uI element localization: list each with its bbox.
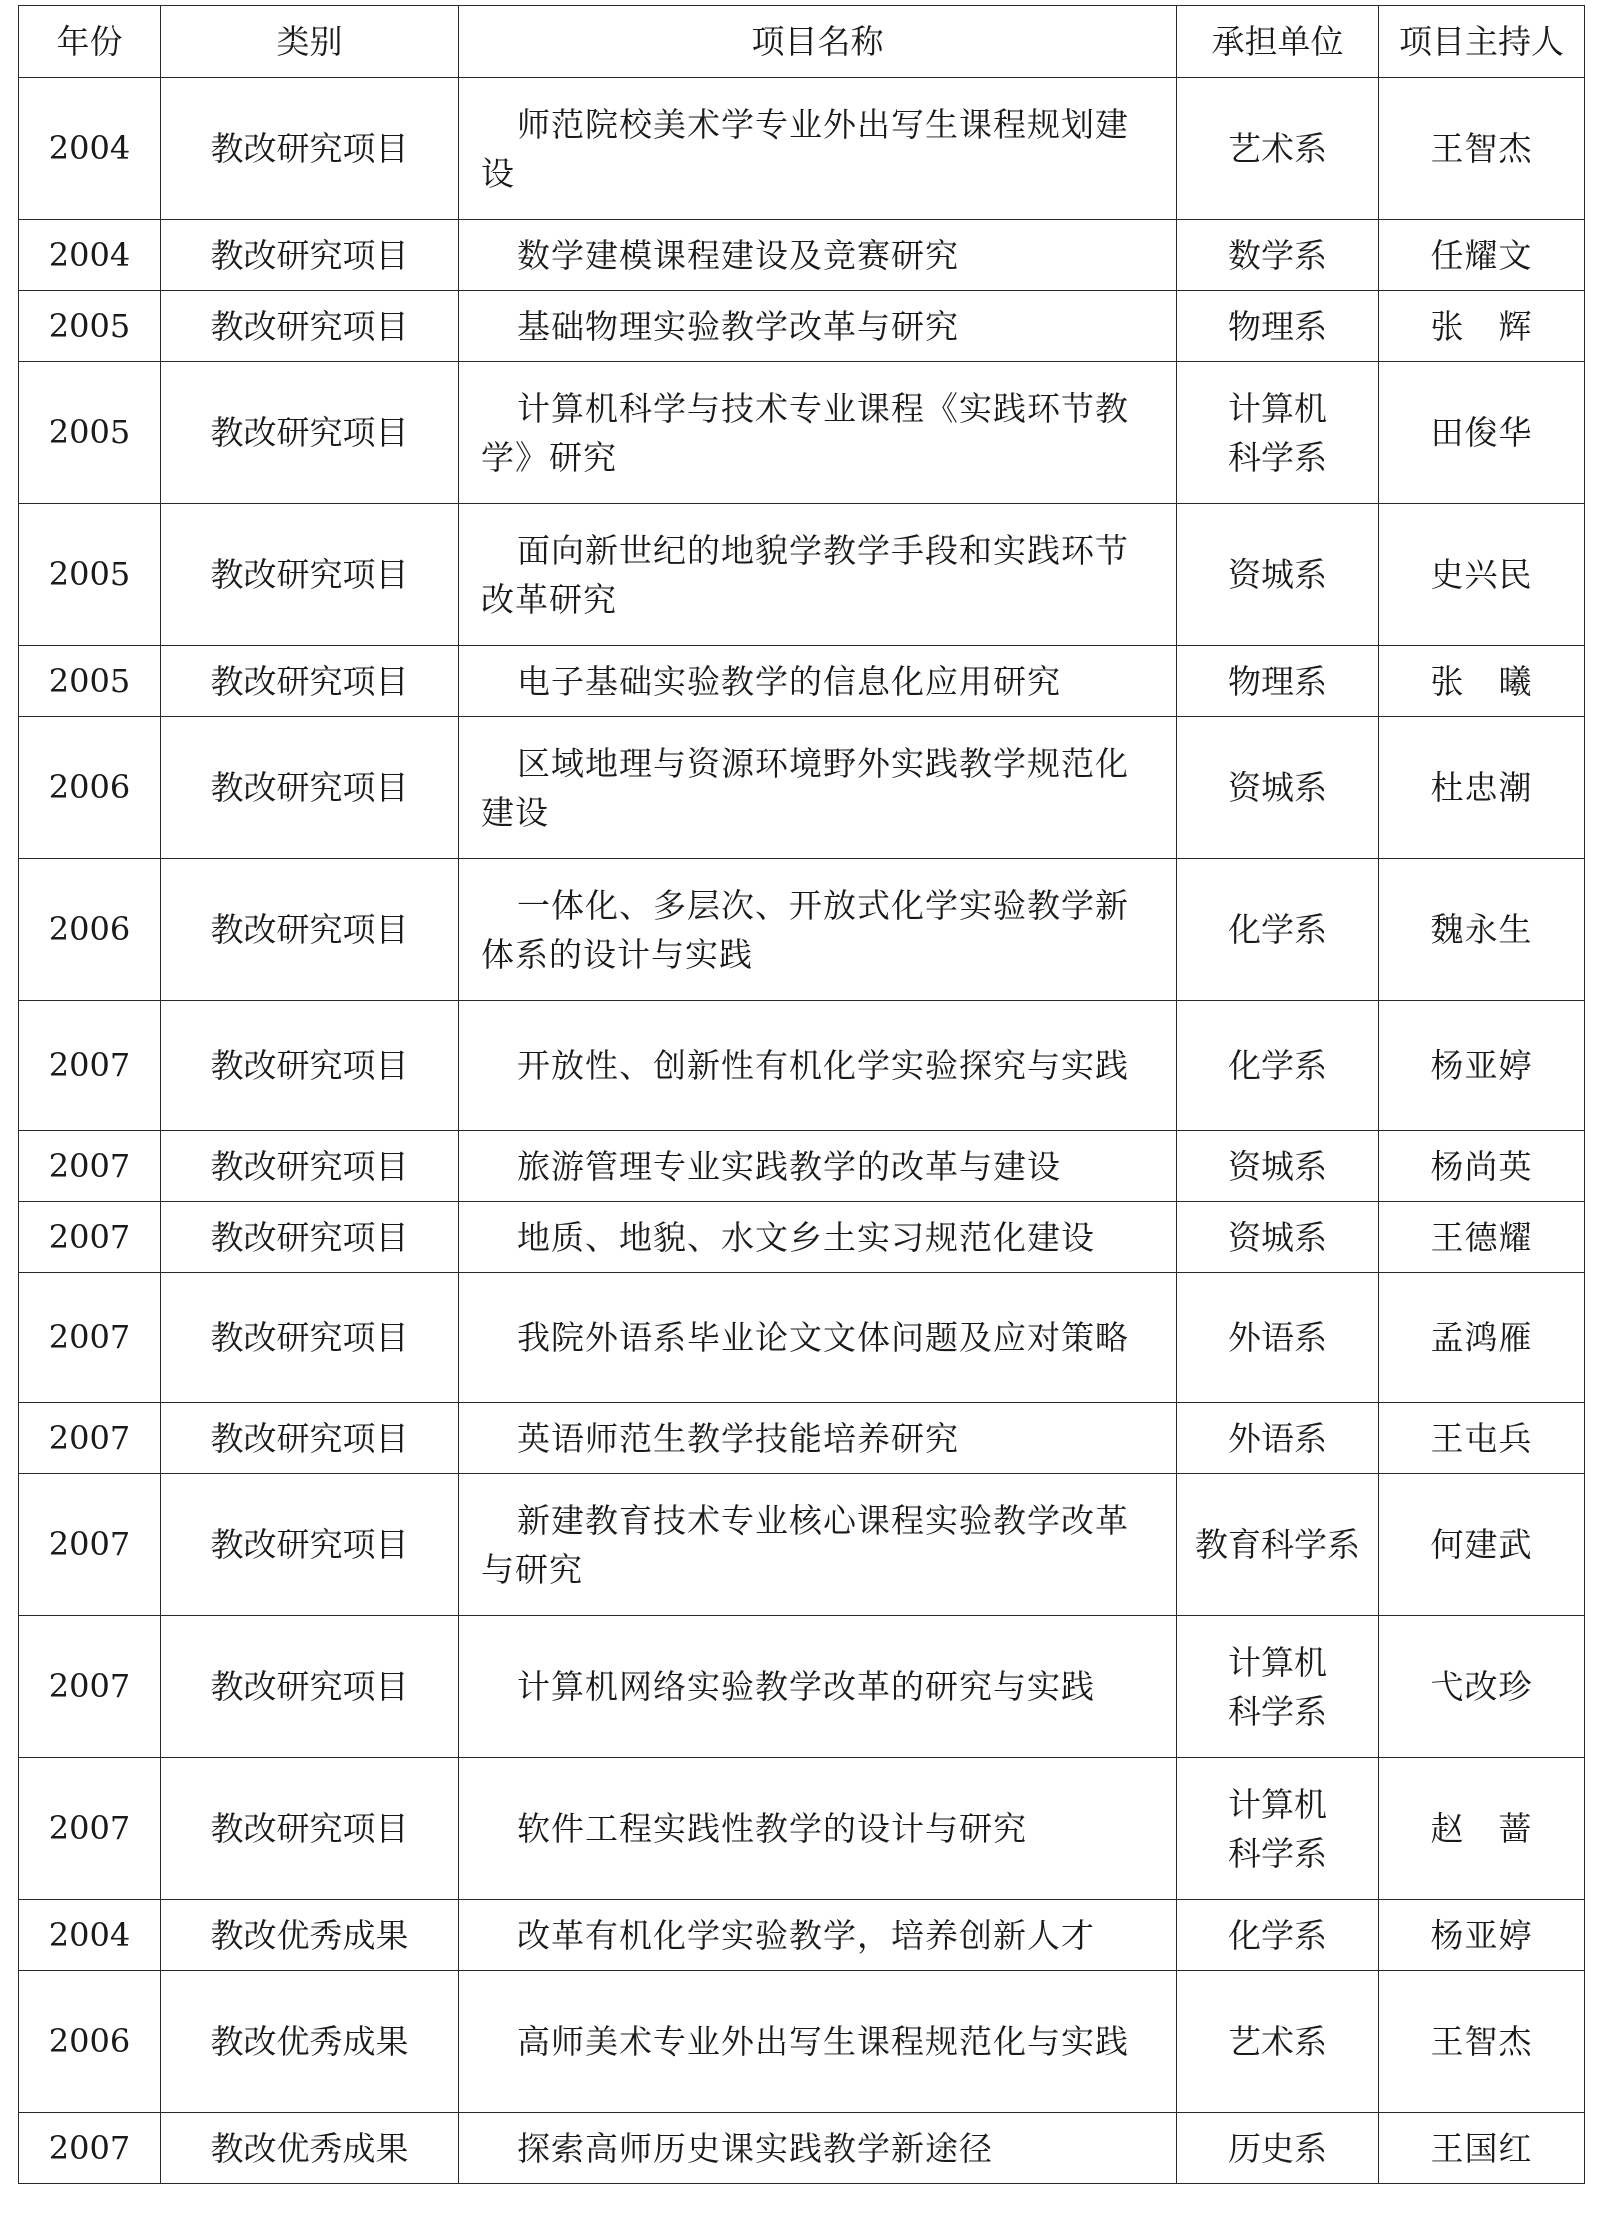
cell-project-name (459, 2113, 1177, 2184)
cell-year: 2007 (19, 1403, 161, 1474)
project-name-text: 探索高师历史课实践教学新途径 (517, 2128, 993, 2168)
table-row (19, 1131, 1585, 1202)
table-row (19, 1758, 1585, 1900)
table-row (19, 220, 1585, 291)
project-name-text: 一体化、多层次、开放式化学实验教学新体系的设计与实践 (481, 885, 1129, 974)
cell-unit: 资城系 (1177, 1202, 1379, 1273)
table-row (19, 1474, 1585, 1616)
cell-project-name (459, 717, 1177, 859)
cell-leader: 王智杰 (1379, 78, 1585, 220)
cell-leader: 张 辉 (1379, 291, 1585, 362)
project-name-text: 旅游管理专业实践教学的改革与建设 (517, 1146, 1061, 1186)
project-name-text: 面向新世纪的地貌学教学手段和实践环节改革研究 (481, 530, 1129, 619)
cell-year: 2005 (19, 504, 161, 646)
table-row (19, 1900, 1585, 1971)
project-table (18, 5, 1585, 2184)
cell-category: 教改优秀成果 (161, 2113, 459, 2184)
cell-leader: 魏永生 (1379, 859, 1585, 1001)
cell-leader: 田俊华 (1379, 362, 1585, 504)
cell-year: 2004 (19, 1900, 161, 1971)
project-name-text: 数学建模课程建设及竞赛研究 (517, 235, 959, 275)
project-name-text: 地质、地貌、水文乡土实习规范化建设 (517, 1217, 1095, 1257)
table-row (19, 2113, 1585, 2184)
cell-category: 教改研究项目 (161, 717, 459, 859)
cell-leader: 张 曦 (1379, 646, 1585, 717)
cell-unit: 资城系 (1177, 1131, 1379, 1202)
cell-project-name (459, 1474, 1177, 1616)
project-name-text: 英语师范生教学技能培养研究 (517, 1418, 959, 1458)
table-row (19, 859, 1585, 1001)
cell-category: 教改研究项目 (161, 1403, 459, 1474)
cell-project-name (459, 220, 1177, 291)
cell-category: 教改研究项目 (161, 504, 459, 646)
cell-leader: 王国红 (1379, 2113, 1585, 2184)
project-name-text: 区域地理与资源环境野外实践教学规范化建设 (481, 743, 1129, 832)
cell-unit: 艺术系 (1177, 1971, 1379, 2113)
cell-unit: 历史系 (1177, 2113, 1379, 2184)
cell-leader: 杨亚婷 (1379, 1900, 1585, 1971)
cell-category: 教改研究项目 (161, 291, 459, 362)
cell-unit: 外语系 (1177, 1403, 1379, 1474)
cell-category: 教改研究项目 (161, 859, 459, 1001)
cell-year: 2006 (19, 717, 161, 859)
project-name-text: 开放性、创新性有机化学实验探究与实践 (517, 1046, 1129, 1085)
cell-year: 2004 (19, 78, 161, 220)
project-name-text: 师范院校美术学专业外出写生课程规划建设 (481, 104, 1129, 193)
cell-project-name (459, 1971, 1177, 2113)
cell-project-name (459, 1900, 1177, 1971)
cell-category: 教改研究项目 (161, 1758, 459, 1900)
cell-leader: 孟鸿雁 (1379, 1273, 1585, 1403)
cell-leader: 杨尚英 (1379, 1131, 1585, 1202)
cell-project-name (459, 1616, 1177, 1758)
cell-category: 教改研究项目 (161, 1616, 459, 1758)
cell-leader: 史兴民 (1379, 504, 1585, 646)
cell-category: 教改研究项目 (161, 1202, 459, 1273)
table-body (19, 78, 1585, 2184)
cell-leader: 杜忠潮 (1379, 717, 1585, 859)
header-year: 年份 (19, 6, 161, 78)
header-leader: 项目主持人 (1379, 6, 1585, 78)
cell-category: 教改研究项目 (161, 1001, 459, 1131)
header-unit: 承担单位 (1177, 6, 1379, 78)
cell-project-name (459, 1001, 1177, 1131)
project-name-text: 计算机网络实验教学改革的研究与实践 (517, 1667, 1095, 1706)
cell-year: 2007 (19, 1758, 161, 1900)
table-row (19, 1971, 1585, 2113)
cell-year: 2006 (19, 1971, 161, 2113)
table-row (19, 78, 1585, 220)
cell-unit: 艺术系 (1177, 78, 1379, 220)
table-header (19, 6, 1585, 78)
cell-unit: 教育科学系 (1177, 1474, 1379, 1616)
cell-leader: 任耀文 (1379, 220, 1585, 291)
cell-unit: 化学系 (1177, 1900, 1379, 1971)
cell-unit: 物理系 (1177, 291, 1379, 362)
cell-year: 2005 (19, 646, 161, 717)
cell-unit: 资城系 (1177, 504, 1379, 646)
cell-leader: 赵 蔷 (1379, 1758, 1585, 1900)
header-project-name: 项目名称 (459, 6, 1177, 78)
project-name-text: 软件工程实践性教学的设计与研究 (517, 1809, 1027, 1848)
table-row (19, 504, 1585, 646)
cell-year: 2007 (19, 1202, 161, 1273)
cell-leader: 何建武 (1379, 1474, 1585, 1616)
cell-category: 教改研究项目 (161, 1273, 459, 1403)
cell-unit: 物理系 (1177, 646, 1379, 717)
cell-year: 2007 (19, 1131, 161, 1202)
project-name-text: 我院外语系毕业论文文体问题及应对策略 (517, 1318, 1129, 1357)
cell-project-name (459, 362, 1177, 504)
cell-unit: 化学系 (1177, 859, 1379, 1001)
header-row (19, 6, 1585, 78)
cell-year: 2006 (19, 859, 161, 1001)
cell-unit: 化学系 (1177, 1001, 1379, 1131)
table-row (19, 291, 1585, 362)
cell-year: 2005 (19, 291, 161, 362)
cell-year: 2007 (19, 2113, 161, 2184)
cell-category: 教改研究项目 (161, 1474, 459, 1616)
cell-unit: 数学系 (1177, 220, 1379, 291)
table-row (19, 1616, 1585, 1758)
table-row (19, 717, 1585, 859)
cell-category: 教改研究项目 (161, 1131, 459, 1202)
table-row (19, 646, 1585, 717)
cell-project-name (459, 1202, 1177, 1273)
cell-year: 2005 (19, 362, 161, 504)
cell-leader: 王智杰 (1379, 1971, 1585, 2113)
cell-project-name (459, 504, 1177, 646)
project-name-text: 计算机科学与技术专业课程《实践环节教学》研究 (481, 388, 1129, 477)
cell-project-name (459, 646, 1177, 717)
project-name-text: 高师美术专业外出写生课程规范化与实践 (517, 2022, 1129, 2061)
cell-leader: 杨亚婷 (1379, 1001, 1585, 1131)
cell-project-name (459, 859, 1177, 1001)
project-name-text: 电子基础实验教学的信息化应用研究 (517, 661, 1061, 701)
cell-category: 教改研究项目 (161, 78, 459, 220)
cell-year: 2004 (19, 220, 161, 291)
cell-leader: 弋改珍 (1379, 1616, 1585, 1758)
cell-leader: 王屯兵 (1379, 1403, 1585, 1474)
table-row (19, 362, 1585, 504)
cell-leader: 王德耀 (1379, 1202, 1585, 1273)
cell-category: 教改优秀成果 (161, 1971, 459, 2113)
table-row (19, 1001, 1585, 1131)
cell-category: 教改研究项目 (161, 646, 459, 717)
cell-year: 2007 (19, 1616, 161, 1758)
table-row (19, 1403, 1585, 1474)
cell-category: 教改研究项目 (161, 362, 459, 504)
table-row (19, 1273, 1585, 1403)
cell-year: 2007 (19, 1273, 161, 1403)
table-row (19, 1202, 1585, 1273)
project-name-text: 基础物理实验教学改革与研究 (517, 306, 959, 346)
project-name-text: 改革有机化学实验教学，培养创新人才 (517, 1915, 1095, 1955)
cell-unit: 计算机科学系 (1177, 362, 1379, 504)
cell-project-name (459, 1273, 1177, 1403)
cell-project-name (459, 78, 1177, 220)
header-category: 类别 (161, 6, 459, 78)
cell-category: 教改研究项目 (161, 220, 459, 291)
cell-year: 2007 (19, 1474, 161, 1616)
cell-project-name (459, 1403, 1177, 1474)
project-name-text: 新建教育技术专业核心课程实验教学改革与研究 (481, 1500, 1129, 1589)
cell-unit: 计算机科学系 (1177, 1758, 1379, 1900)
cell-category: 教改优秀成果 (161, 1900, 459, 1971)
cell-project-name (459, 1758, 1177, 1900)
cell-project-name (459, 291, 1177, 362)
cell-project-name (459, 1131, 1177, 1202)
cell-unit: 外语系 (1177, 1273, 1379, 1403)
cell-year: 2007 (19, 1001, 161, 1131)
cell-unit: 资城系 (1177, 717, 1379, 859)
cell-unit: 计算机科学系 (1177, 1616, 1379, 1758)
